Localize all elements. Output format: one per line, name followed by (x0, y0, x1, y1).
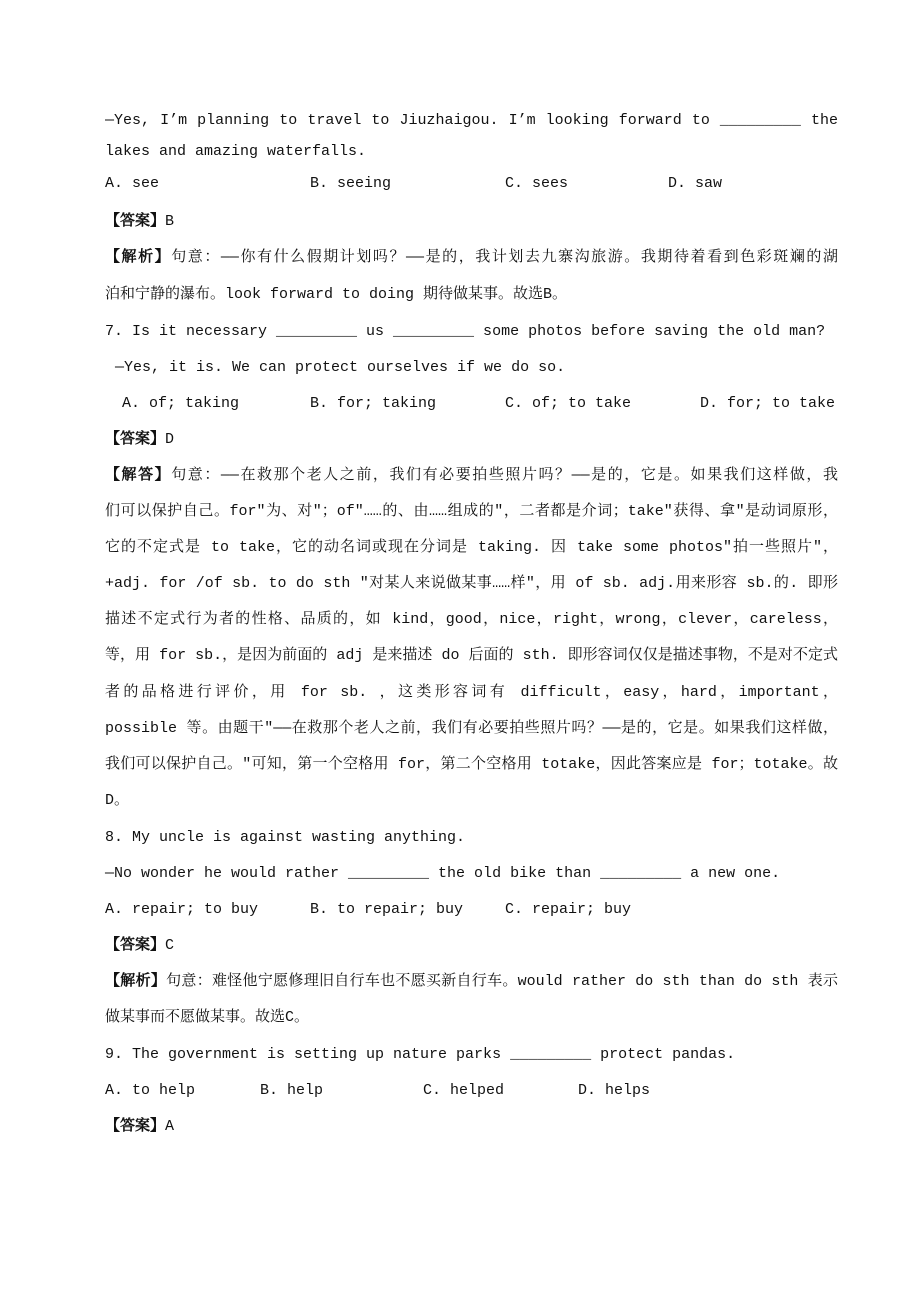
answer-value: C (165, 937, 175, 954)
answer (105, 936, 174, 956)
answer-label: 【答案】 (105, 937, 166, 954)
option-c: C. sees (505, 175, 569, 192)
analysis-line (105, 466, 838, 486)
option-c: C. of; to take (505, 395, 632, 412)
question-text: lakes and amazing waterfalls. (105, 143, 367, 160)
option-a: A. repair; to buy (105, 901, 259, 918)
question-text: —Yes, I’m planning to travel to Jiuzhaigou. I’m looking forward to _________ the (105, 112, 838, 129)
answer-value: A (165, 1118, 175, 1135)
analysis-label: 【解析】 (105, 973, 167, 990)
option-c: C. helped (423, 1082, 505, 1099)
answer (105, 212, 174, 232)
analysis-line (105, 248, 838, 268)
option-d: D. saw (668, 175, 723, 192)
answer-value: B (165, 213, 175, 230)
answer-label: 【答案】 (105, 213, 166, 230)
option-a: A. to help (105, 1082, 196, 1099)
option-b: B. seeing (310, 175, 392, 192)
analysis-text: 句意：难怪他宁愿修理旧自行车也不愿买新自行车。would rather do sth than do sth 表示 (166, 973, 838, 990)
question-text: 7. Is it necessary _________ us _________ some photos before saving the old man? (105, 323, 826, 340)
question-reply: —Yes, it is. We can protect ourselves if we do so. (115, 359, 566, 376)
analysis-line: 我们可以保护自己。"可知，第一个空格用 for，第二个空格用 totake，因此答案应是 for；totake。故 (105, 756, 838, 773)
answer-label: 【答案】 (105, 1118, 166, 1135)
analysis-text: 句意：——在救那个老人之前，我们有必要拍些照片吗？——是的，它是。如果我们这样做，我 (171, 467, 838, 484)
question-reply: —No wonder he would rather _________ the old bike than _________ a new one. (105, 865, 781, 882)
analysis-line: 者的品格进行评价，用 for sb. ，这类形容词有 difficult，easy，hard，important， (105, 684, 838, 701)
analysis-line: 做某事而不愿做某事。故选C。 (105, 1009, 310, 1026)
analysis-label: 【解答】 (105, 467, 172, 484)
option-b: B. to repair; buy (310, 901, 464, 918)
analysis-line (105, 972, 838, 992)
answer (105, 1117, 174, 1137)
analysis-line: +adj. for /of sb. to do sth "对某人来说做某事……样"，用 of sb. adj.用来形容 sb.的. 即形 (105, 575, 838, 592)
option-b: B. for; taking (310, 395, 437, 412)
analysis-label: 【解析】 (105, 249, 172, 266)
question-text: 8. My uncle is against wasting anything. (105, 829, 466, 846)
option-d: D. for; to take (700, 395, 836, 412)
analysis-line: 它的不定式是 to take，它的动名词或现在分词是 taking. 因 take some photos"拍一些照片"， (105, 539, 838, 556)
answer-value: D (165, 431, 175, 448)
analysis-line: D。 (105, 792, 130, 809)
option-a: A. see (105, 175, 160, 192)
analysis-line: 描述不定式行为者的性格、品质的，如 kind，good，nice，right，wrong，clever，careless， (105, 611, 838, 628)
analysis-line: possible 等。由题干"——在救那个老人之前，我们有必要拍些照片吗？——是的，它是。如果我们这样做， (105, 720, 838, 737)
question-text: 9. The government is setting up nature parks _________ protect pandas. (105, 1046, 736, 1063)
analysis-line: 泊和宁静的瀑布。look forward to doing 期待做某事。故选B。 (105, 286, 568, 303)
answer-label: 【答案】 (105, 431, 166, 448)
analysis-line: 们可以保护自己。for"为、对"；of"……的、由……组成的"，二者都是介词；take"获得、拿"是动词原形， (105, 503, 838, 520)
option-b: B. help (260, 1082, 324, 1099)
answer (105, 430, 174, 450)
option-c: C. repair; buy (505, 901, 632, 918)
option-d: D. helps (578, 1082, 651, 1099)
analysis-line: 等，用 for sb.，是因为前面的 adj 是来描述 do 后面的 sth. 即形容词仅仅是描述事物，不是对不定式 (105, 647, 838, 664)
option-a: A. of; taking (122, 395, 240, 412)
analysis-text: 句意：——你有什么假期计划吗？——是的，我计划去九寨沟旅游。我期待着看到色彩斑斓的湖 (171, 249, 838, 266)
